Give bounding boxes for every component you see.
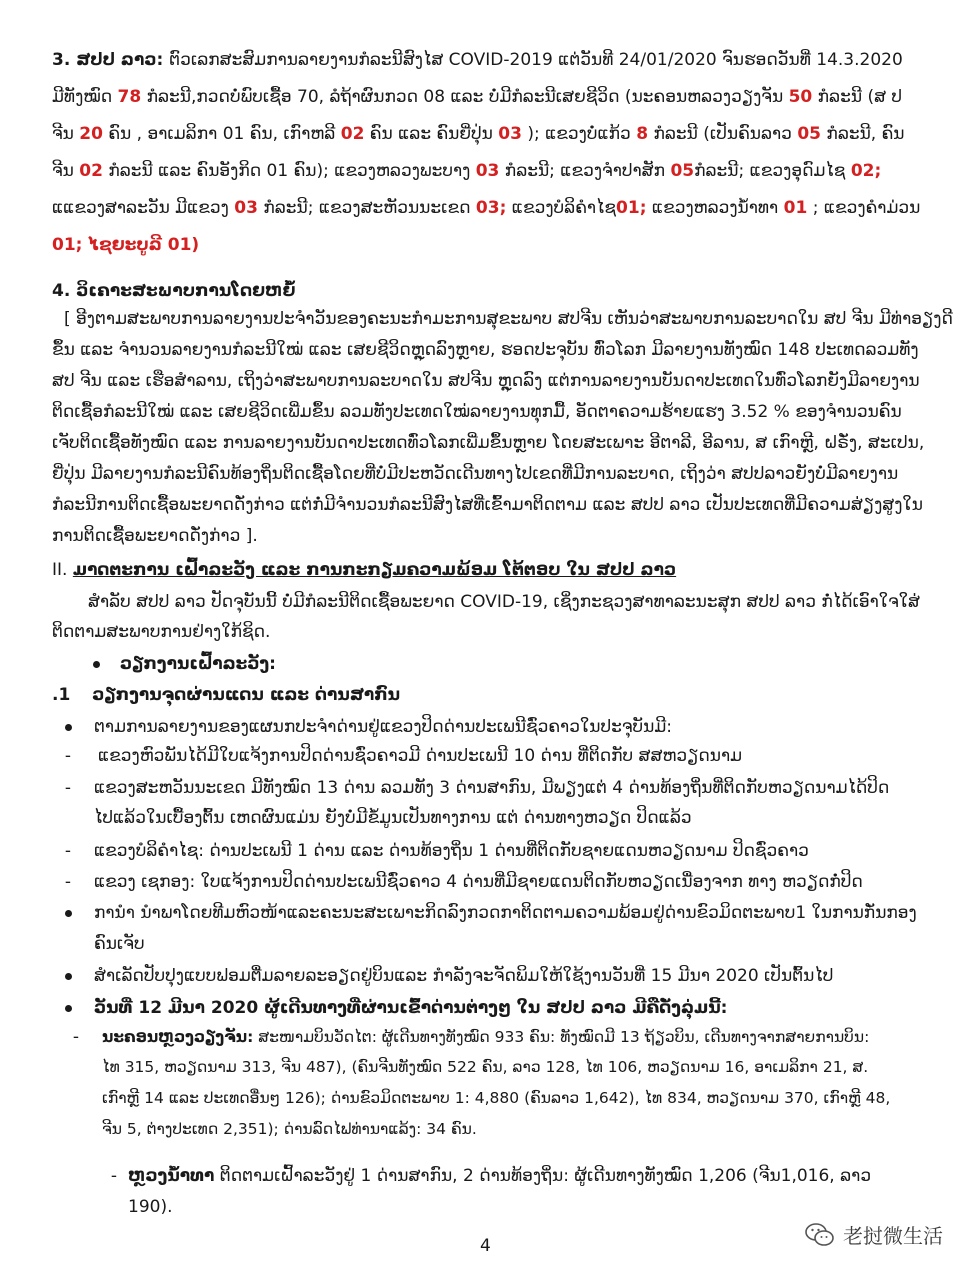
- dash-icon: -: [72, 1027, 80, 1047]
- section-ii-heading: II. ມາດຕະການ ເຝົ້າລະວັງ ແລະ ການກະກຽມຄວາມພ້ອມ ໂຕ້ຕອບ ໃນ ສປປ ລາວ: [52, 560, 677, 580]
- vientiane-entry-line-3: ເກົາຫຼີ 14 ແລະ ປະເທດອື່ນໆ 126); ດ່ານຂົວມິດຕະພາບ 1: 4,880 (ຄົນລາວ 1,642), ໄທ 834, ຫວຽດນາມ 370, ເກົາຫຼີ 48,: [102, 1089, 891, 1107]
- dash-icon: -: [64, 778, 72, 798]
- subsection-1-heading: .1 ວຽກງານຈຸດຜ່ານແດນ ແລະ ດ່ານສາກົນ: [52, 685, 401, 705]
- dash-icon: -: [64, 872, 72, 892]
- luang-namtha-entry-line-2: 190).: [128, 1197, 173, 1217]
- vientiane-entry-line-2: ໄທ 315, ຫວຽດນາມ 313, ຈີນ 487), (ຄົນຈີນທັງໝົດ 522 ຄົນ, ລາວ 128, ໄທ 106, ຫວຽດນາມ 16, ອາເມລິກາ 21, ສ.: [102, 1058, 869, 1076]
- section-3-paragraph: 3. ສປປ ລາວ: ຕົວເລກສະສົມການລາຍງານກໍລະນີສົງໄສ COVID-2019 ແຕ່ວັນທີ 24/01/2020 ຈົນຮອດວັນທີ່ 14.3.2020 ມີທັງໝົດ 78 ກໍລະນີ,ກວດບໍ່ພົບເຊື້ອ 70, ລໍຖ້າຜົນກວດ 08 ແລະ ບໍ່ມີກໍລະນີເສຍຊີວິດ (ນະຄອນຫລວງວຽງຈັນ 50 ກໍລະນີ (ສ ປ ຈີນ 20 ຄົນ , ອາເມລິກາ 01 ຄົນ, ເກົາຫລີ 02 ຄົນ ແລະ ຄົນຍີ່ປຸ່ນ 03 ); ແຂວງບໍ່ແກ້ວ 8 ກໍລະນີ (ເປັນຄົນລາວ 05 ກໍລະນີ, ຄົນ ຈີນ 02 ກໍລະນີ ແລະ ຄົນອັງກິດ 01 ຄົນ); ແຂວງຫລວງພະບາງ 03 ກໍລະນີ; ແຂວງຈໍາປາສັກ 05ກໍລະນີ; ແຂວງອຸດົມໄຊ 02; ແແຂວງສາລະວັນ ມີແຂວງ 03 ກໍລະນີ; ແຂວງສະຫັວນນະເຂດ 03; ແຂວງບໍລິຄໍາໄຊ01; ແຂວງຫລວງນໍ້າທາ 01 ; ແຂວງຄໍາມ່ວນ 01; ໄຊຍະບູລີ 01): [52, 50, 921, 255]
- section-ii-intro-line-1: ສໍາລັບ ສປປ ລາວ ປັດຈຸບັນນີ້ ບໍ່ມີກໍລະນີຕິດເຊື້ອພະຍາດ COVID-19, ເຊິ່ງກະຊວງສາທາລະນະສຸກ ສປປ ລາວ ກໍ່ໄດ້ເອົາໃຈໃສ່: [88, 592, 921, 612]
- bullet-icon: [60, 961, 76, 991]
- vientiane-entry-line-4: ຈີນ 5, ຕ່າງປະເທດ 2,351); ດ່ານລົດໄຟທ່ານາແລ້ງ: 34 ຄົນ.: [102, 1120, 477, 1138]
- bullet-icon: [60, 712, 76, 742]
- watermark-text: 老挝微生活: [843, 1224, 943, 1248]
- page-number: 4: [480, 1236, 491, 1256]
- section-4-heading: 4. ວິເຄາະສະພາບການໂດຍຫຍໍ້: [52, 281, 296, 301]
- dash-icon: -: [64, 841, 72, 861]
- bullet-icon: [60, 993, 76, 1023]
- bullet-icon: [88, 649, 104, 679]
- list-item-continuation: ໄປແລ້ວໃນເບື້ອງຕົ້ນ ເຫດຜົນແມ່ນ ຍັງບໍ່ມີຂໍ້ມູນເປັນທາງການ ແຕ່ ດ່ານທາງຫວຽດ ປິດແລ້ວ: [94, 808, 692, 828]
- bullet-icon: [60, 898, 76, 928]
- section-ii-intro-line-2: ຕິດຕາມສະພາບການຢ່າງໃກ້ຊິດ.: [52, 622, 271, 642]
- document-page: 3. ສປປ ລາວ: ຕົວເລກສະສົມການລາຍງານກໍລະນີສົງໄສ COVID-2019 ແຕ່ວັນທີ 24/01/2020 ຈົນຮອດວັນທີ່ 14.3.2020 ມີທັງໝົດ 78 ກໍລະນີ,ກວດບໍ່ພົບເຊື້ອ 70, ລໍຖ້າຜົນກວດ 08 ແລະ ບໍ່ມີກໍລະນີເສຍຊີວິດ (ນະຄອນຫລວງວຽງຈັນ 50 ກໍລະນີ (ສ ປ ຈີນ 20 ຄົນ , ອາເມລິກາ 01 ຄົນ, ເກົາຫລີ 02 ຄົນ ແລະ ຄົນຍີ່ປຸ່ນ 03 ); ແຂວງບໍ່ແກ້ວ 8 ກໍລະນີ (ເປັນຄົນລາວ 05 ກໍລະນີ, ຄົນ ຈີນ 02 ກໍລະນີ ແລະ ຄົນອັງກິດ 01 ຄົນ); ແຂວງຫລວງພະບາງ 03 ກໍລະນີ; ແຂວງຈໍາປາສັກ 05ກໍລະນີ; ແຂວງອຸດົມໄຊ 02; ແແຂວງສາລະວັນ ມີແຂວງ 03 ກໍລະນີ; ແຂວງສະຫັວນນະເຂດ 03; ແຂວງບໍລິຄໍາໄຊ01; ແຂວງຫລວງນໍ້າທາ 01 ; ແຂວງຄໍາມ່ວນ 01; ໄຊຍະບູລີ 01) 4. ວິເຄາະສະພາບການໂດຍຫຍໍ້ [ ອີງຕາມສະພາບການລາຍງານປະຈໍາວັນຂອງຄະນະກໍາມະການສຸຂະພາບ ສປຈີນ ເຫັນວ່າສະພາບການລະບາດໃນ ສປ ຈີນ ມີທ່າອຽງດີ ຂຶ້ນ ແລະ ຈໍານວນລາຍງານກໍລະນີໃໝ່ ແລະ ເສຍຊີວິດຫຼຸດລົງຫຼາຍ, ຮອດປະຈຸບັນ ທົ່ວໂລກ ມີລາຍງານທັງໝົດ 148 ປະເທດລວມທັງ ສປ ຈີນ ແລະ ເຮືອສໍາລານ, ເຖິງວ່າສະພາບການລະບາດໃນ ສປຈີນ ຫຼຸດລົງ ແຕ່ການລາຍງານບັນດາປະເທດໃນທົ່ວໂລກຍັງມີລາຍງານ ຕິດເຊື້ອກໍລະນີໃໝ່ ແລະ ເສຍຊີວິດເພີ່ມຂຶ້ນ ລວມທັງປະເທດໃໝ່ລາຍງານທຸກມື້, ອັດຕາຄວາມຮ້າຍແຮງ 3.52 % ຂອງຈໍານວນຄົນ ເຈັບຕິດເຊື້ອທັງໝົດ ແລະ ການລາຍງານບັນດາປະເທດທົ່ວໂລກເພີ່ມຂຶ້ນຫຼາຍ ໂດຍສະເພາະ ອີຕາລີ, ອີລານ, ສ ເກົາຫຼີ, ຝຣັ່ງ, ສະເປນ, ຍີ່ປຸ່ນ ມີລາຍງານກໍລະນີຄົນທ້ອງຖິ່ນຕິດເຊື້ອໂດຍທີ່ບໍ່ມີປະຫວັດເດີນທາງໄປເຂດທີ່ມີການລະບາດ, ເຖິງວ່າ ສປປລາວຍັງບໍ່ມີລາຍງານ ກໍລະນີການຕິດເຊື້ອພະຍາດດັ່ງກ່າວ ແຕ່ກໍ່ມີຈໍານວນກໍລະນີສົງໄສທີ່ເຂົ້າມາຕິດຕາມ ແລະ ສປປ ລາວ ເປັນປະເທດທີ່ມີຄວາມສ່ຽງສູງໃນ ການຕິດເຊື້ອພະຍາດດັ່ງກ່າວ ]. II. ມາດຕະການ ເຝົ້າລະວັງ ແລະ ການກະກຽມຄວາມພ້ອມ ໂຕ້ຕອບ ໃນ ສປປ ລາວ ສໍາລັບ ສປປ ລາວ ປັດຈຸບັນນີ້ ບໍ່ມີກໍລະນີຕິດເຊື້ອພະຍາດ COVID-19, ເຊິ່ງກະຊວງສາທາລະນະສຸກ ສປປ ລາວ ກໍ່ໄດ້ເອົາໃຈໃສ່ ຕິດຕາມສະພາບການຢ່າງໃກ້ຊິດ. ວຽກງານເຝົ້າລະວັງ: .1 ວຽກງານຈຸດຜ່ານແດນ ແລະ ດ່ານສາກົນ ຕາມການລາຍງານຂອງແຜນກປະຈໍາດ່ານຢູ່ແຂວງປິດດ່ານປະເພນີຊົ່ວຄາວໃນປະຈຸບັນມີ: - ແຂວງຫົວພັນໄດ້ມີໃບແຈ້ງການປິດດ່ານຊົ່ວຄາວມີ ດ່ານປະເພນີ 10 ດ່ານ ທີ່ຕິດກັບ ສສຫວຽດນາມ - ແຂວງສະຫວັນນະເຂດ ມີທັງໝົດ 13 ດ່ານ ລວມທັງ 3 ດ່ານສາກົນ, ມີພຽງແຕ່ 4 ດ່ານທ້ອງຖິ່ນທີ່ຕິດກັບຫວຽດນາມໄດ້ປິດ ໄປແລ້ວໃນເບື້ອງຕົ້ນ ເຫດຜົນແມ່ນ ຍັງບໍ່ມີຂໍ້ມູນເປັນທາງການ ແຕ່ ດ່ານທາງຫວຽດ ປິດແລ້ວ - ແຂວງບໍລິຄໍາໄຊ: ດ່ານປະເພນີ 1 ດ່ານ ແລະ ດ່ານທ້ອງຖິ່ນ 1 ດ່ານທີ່ຕິດກັບຊາຍແດນຫວຽດນາມ ປິດຊົ່ວຄາວ - ແຂວງ ເຊກອງ: ໃບແຈ້ງການປິດດ່ານປະເພນີຊົ່ວຄາວ 4 ດ່ານທີ່ມີຊາຍແດນຕິດກັບຫວຽດເນື່ອງຈາກ ທາງ ຫວຽດກໍ່ປິດ ການໍາ ນໍາພາໂດຍທີມຫົວໜ້າແລະຄະນະສະເພາະກິດລົງກວດກາຕິດຕາມຄວາມພ້ອມຢູ່ດ່ານຂົວມິດຕະພາບ1 ໃນການກັ່ນກອງ ຄົນເຈັບ ສໍາເລັດປັບປຸງແບບຟອມຕື່ມລາຍລະອຽດຢູ່ບິນແລະ ກໍາລັງຈະຈັດພິມໃຫ້ໃຊ້ງານວັນທີ່ 15 ມີນາ 2020 ເປັນຕົ້ນໄປ ວັນທີ່ 12 ມີນາ 2020 ຜູ້ເດີນທາງທີ່ຜ່ານເຂົ້າດ່ານຕ່າງໆ ໃນ ສປປ ລາວ ມີຄືດັ່ງລຸ່ມນີ້: - ນະຄອນຫຼວງວຽງຈັນ: ສະໜາມບິນວັດໄຕ: ຜູ້ເດີນທາງທັງໝົດ 933 ຄົນ: ທັງໝົດມີ 13 ຖ້ຽວບິນ, ເດີນທາງຈາກສາຍການບິນ: ໄທ 315, ຫວຽດນາມ 313, ຈີນ 487), (ຄົນຈີນທັງໝົດ 522 ຄົນ, ລາວ 128, ໄທ 106, ຫວຽດນາມ 16, ອາເມລິກາ 21, ສ. ເກົາຫຼີ 14 ແລະ ປະເທດອື່ນໆ 126); ດ່ານຂົວມິດຕະພາບ 1: 4,880 (ຄົນລາວ 1,642), ໄທ 834, ຫວຽດນາມ 370, ເກົາຫຼີ 48, ຈີນ 5, ຕ່າງປະເທດ 2,351); ດ່ານລົດໄຟທ່ານາແລ້ງ: 34 ຄົນ. - ຫຼວງນໍ້າທາ ຕິດຕາມເຝົ້າລະວັງຢູ່ 1 ດ່ານສາກົນ, 2 ດ່ານທ້ອງຖິ່ນ: ຜູ້ເດີນທາງທັງໝົດ 1,206 (ຈີນ1,016, ລາວ 190). 4 老挝微生活: [0, 0, 977, 1280]
- section-4-paragraph: [ ອີງຕາມສະພາບການລາຍງານປະຈໍາວັນຂອງຄະນະກໍາມະການສຸຂະພາບ ສປຈີນ ເຫັນວ່າສະພາບການລະບາດໃນ ສປ ຈີນ ມີທ່າອຽງດີ ຂຶ້ນ ແລະ ຈໍານວນລາຍງານກໍລະນີໃໝ່ ແລະ ເສຍຊີວິດຫຼຸດລົງຫຼາຍ, ຮອດປະຈຸບັນ ທົ່ວໂລກ ມີລາຍງານທັງໝົດ 148 ປະເທດລວມທັງ ສປ ຈີນ ແລະ ເຮືອສໍາລານ, ເຖິງວ່າສະພາບການລະບາດໃນ ສປຈີນ ຫຼຸດລົງ ແຕ່ການລາຍງານບັນດາປະເທດໃນທົ່ວໂລກຍັງມີລາຍງານ ຕິດເຊື້ອກໍລະນີໃໝ່ ແລະ ເສຍຊີວິດເພີ່ມຂຶ້ນ ລວມທັງປະເທດໃໝ່ລາຍງານທຸກມື້, ອັດຕາຄວາມຮ້າຍແຮງ 3.52 % ຂອງຈໍານວນຄົນ ເຈັບຕິດເຊື້ອທັງໝົດ ແລະ ການລາຍງານບັນດາປະເທດທົ່ວໂລກເພີ່ມຂຶ້ນຫຼາຍ ໂດຍສະເພາະ ອີຕາລີ, ອີລານ, ສ ເກົາຫຼີ, ຝຣັ່ງ, ສະເປນ, ຍີ່ປຸ່ນ ມີລາຍງານກໍລະນີຄົນທ້ອງຖິ່ນຕິດເຊື້ອໂດຍທີ່ບໍ່ມີປະຫວັດເດີນທາງໄປເຂດທີ່ມີການລະບາດ, ເຖິງວ່າ ສປປລາວຍັງບໍ່ມີລາຍງານ ກໍລະນີການຕິດເຊື້ອພະຍາດດັ່ງກ່າວ ແຕ່ກໍ່ມີຈໍານວນກໍລະນີສົງໄສທີ່ເຂົ້າມາຕິດຕາມ ແລະ ສປປ ລາວ ເປັນປະເທດທີ່ມີຄວາມສ່ຽງສູງໃນ ການຕິດເຊື້ອພະຍາດດັ່ງກ່າວ ].: [52, 309, 953, 546]
- watermark: [805, 1220, 943, 1249]
- wechat-icon: [805, 1222, 835, 1248]
- dash-icon: -: [64, 746, 72, 766]
- list-item-continuation: ຄົນເຈັບ: [94, 934, 145, 954]
- dash-icon: -: [110, 1166, 118, 1186]
